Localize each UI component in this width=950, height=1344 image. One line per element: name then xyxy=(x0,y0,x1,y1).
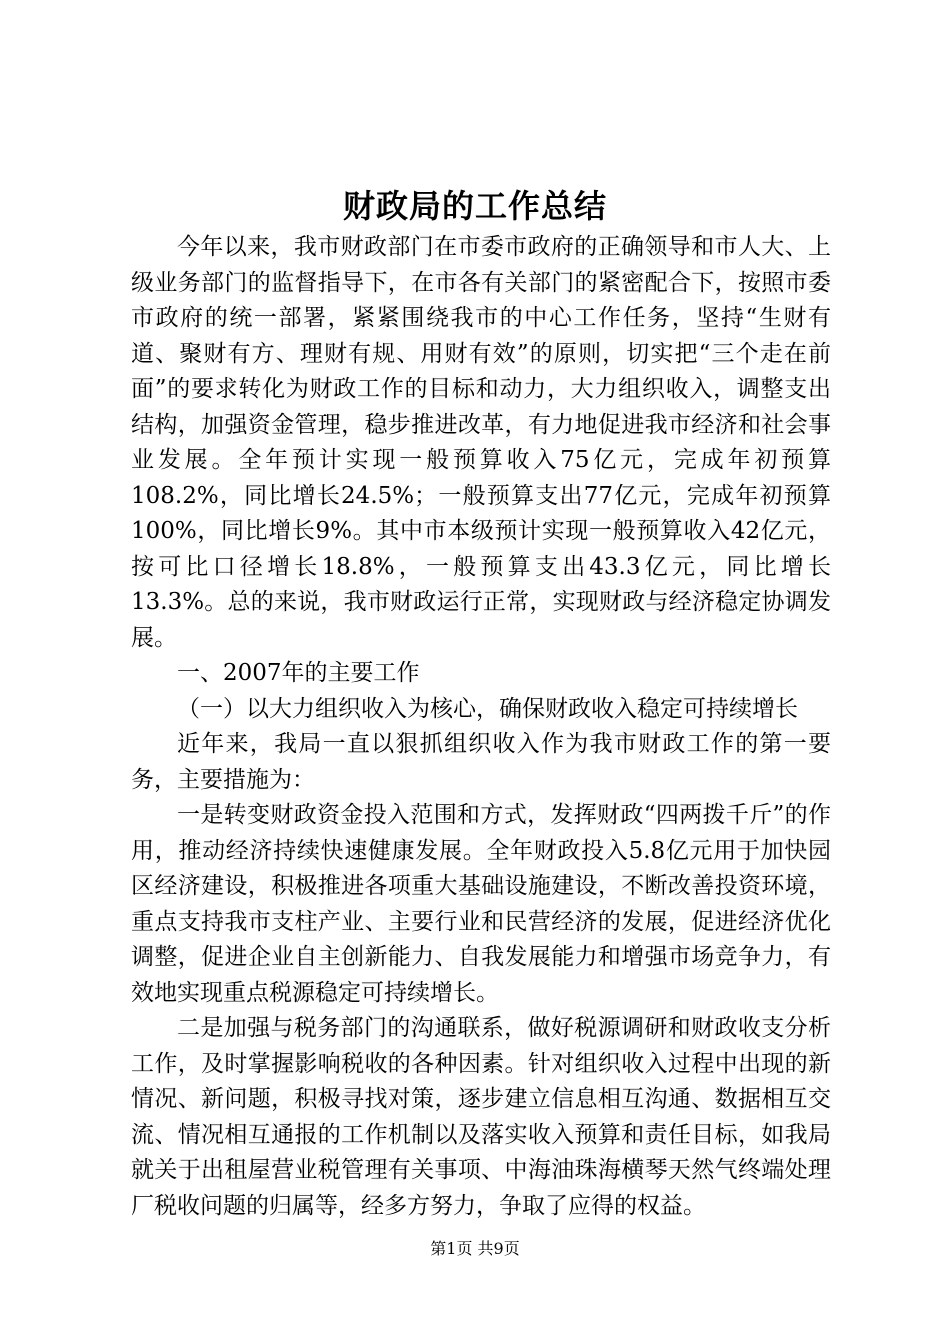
paragraph-intro: 今年以来，我市财政部门在市委市政府的正确领导和市人大、上级业务部门的监督指导下，在市各有关部门的紧密配合下，按照市委市政府的统一部署，紧紧围绕我市的中心工作任务，坚持“生财有道、聚财有方、理财有规、用财有效”的原则，切实把“三个走在前面”的要求转化为财政工作的目标和动力，大力组织收入，调整支出结构，加强资金管理，稳步推进改革，有力地促进我市经济和社会事业发展。全年预计实现一般预算收入75亿元，完成年初预算108.2%，同比增长24.5%；一般预算支出77亿元，完成年初预算100%，同比增长9%。其中市本级预计实现一般预算收入42亿元，按可比口径增长18.8%，一般预算支出43.3亿元，同比增长13.3%。总的来说，我市财政运行正常，实现财政与经济稳定协调发展。 xyxy=(131,234,831,651)
document-title: 财政局的工作总结 xyxy=(342,187,607,225)
paragraph-measures-intro: 近年来，我局一直以狠抓组织收入作为我市财政工作的第一要务，主要措施为： xyxy=(131,731,831,793)
page-footer: 第1页 共9页 xyxy=(430,1239,520,1258)
document-body xyxy=(131,230,831,1224)
subsection-heading: （一）以大力组织收入为核心，确保财政收入稳定可持续增长 xyxy=(177,695,798,722)
paragraph-measure-two: 二是加强与税务部门的沟通联系，做好税源调研和财政收支分析工作，及时掌握影响税收的各种因素。针对组织收入过程中出现的新情况、新问题，积极寻找对策，逐步建立信息相互沟通、数据相互交流、情况相互通报的工作机制以及落实收入预算和责任目标，如我局就关于出租屋营业税管理有关事项、中海油珠海横琴天然气终端处理厂税收问题的归属等，经多方努力，争取了应得的权益。 xyxy=(131,1015,831,1219)
section-heading: 一、2007年的主要工作 xyxy=(177,660,420,686)
paragraph-measure-one: 一是转变财政资金投入范围和方式，发挥财政“四两拨千斤”的作用，推动经济持续快速健康发展。全年财政投入5.8亿元用于加快园区经济建设，积极推进各项重大基础设施建设，不断改善投资环境，重点支持我市支柱产业、主要行业和民营经济的发展，促进经济优化调整，促进企业自主创新能力、自我发展能力和增强市场竞争力，有效地实现重点税源稳定可持续增长。 xyxy=(131,802,831,1006)
